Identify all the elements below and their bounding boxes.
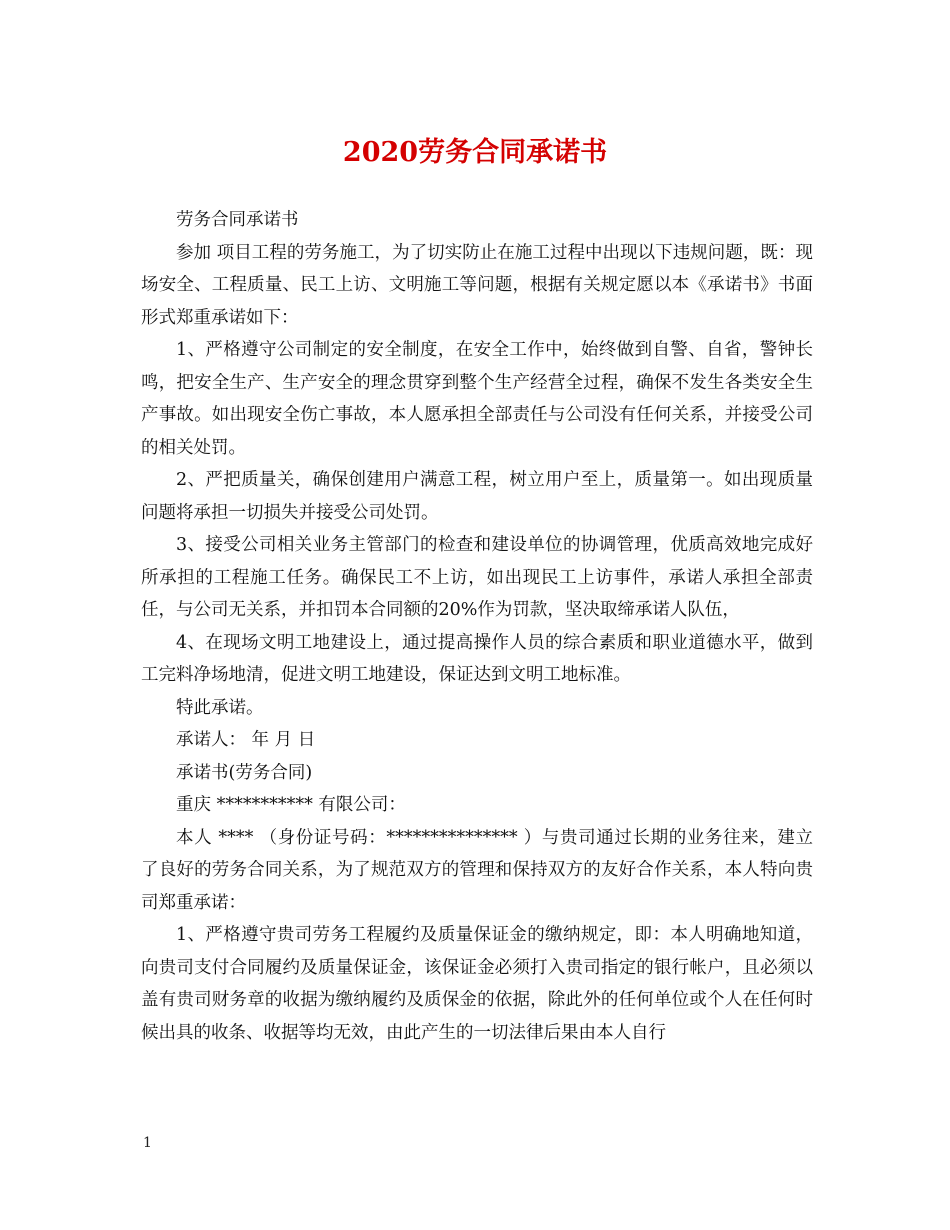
document-body	[141, 204, 813, 1049]
paragraph-item-3: 3、接受公司相关业务主管部门的检查和建设单位的协调管理，优质高效地完成好所承担的工程施工任务。确保民工不上访，如出现民工上访事件，承诺人承担全部责任，与公司无关系，并扣罚本合同额的20%作为罚款，坚决取缔承诺人队伍，	[141, 535, 813, 620]
paragraph-item-1: 1、严格遵守公司制定的安全制度，在安全工作中，始终做到自警、自省，警钟长鸣，把安全生产、生产安全的理念贯穿到整个生产经营全过程，确保不发生各类安全生产事故。如出现安全伤亡事故，本人愿承担全部责任与公司没有任何关系，并接受公司的相关处罚。	[141, 340, 813, 458]
document-title: 2020劳务合同承诺书	[342, 137, 608, 168]
paragraph-item-2: 2、严把质量关，确保创建用户满意工程，树立用户至上，质量第一。如出现质量问题将承担一切损失并接受公司处罚。	[141, 470, 813, 523]
paragraph-item-1b: 1、严格遵守贵司劳务工程履约及质量保证金的缴纳规定，即：本人明确地知道，向贵司支付合同履约及质量保证金，该保证金必须打入贵司指定的银行帐户，且必须以盖有贵司财务章的收据为缴纳履约及质保金的依据，除此外的任何单位或个人在任何时候出具的收条、收据等均无效，由此产生的一切法律后果由本人自行	[141, 925, 813, 1043]
paragraph-intro: 参加 项目工程的劳务施工，为了切实防止在施工过程中出现以下违规问题，既：现场安全、工程质量、民工上访、文明施工等问题，根据有关规定愿以本《承诺书》书面形式郑重承诺如下：	[141, 242, 813, 328]
paragraph-item-4: 4、在现场文明工地建设上，通过提高操作人员的综合素质和职业道德水平，做到工完料净场地清，促进文明工地建设，保证达到文明工地标准。	[141, 632, 813, 685]
paragraph-statement: 本人 **** （身份证号码：*************** ）与贵司通过长期的业务往来，建立了良好的劳务合同关系，为了规范双方的管理和保持双方的友好合作关系，本人特向贵司郑重承诺：	[141, 827, 813, 913]
paragraph-addressee: 重庆 *********** 有限公司：	[176, 795, 406, 815]
paragraph-heading: 劳务合同承诺书	[176, 210, 299, 230]
paragraph-signature: 承诺人： 年 月 日	[176, 730, 316, 750]
paragraph-subtitle: 承诺书(劳务合同)	[176, 762, 313, 783]
paragraph-closing: 特此承诺。	[176, 697, 264, 718]
page-number: 1	[143, 1135, 152, 1151]
